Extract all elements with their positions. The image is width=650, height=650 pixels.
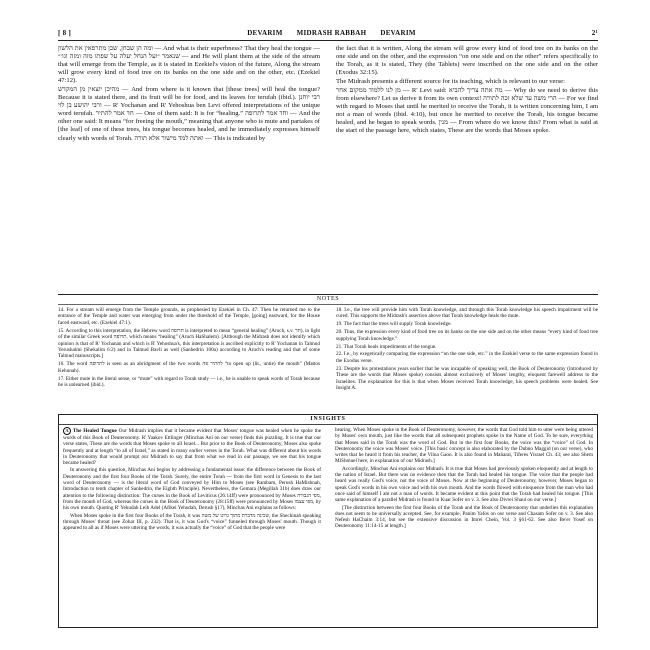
- note-item: 19. The fact that the trees will supply Torah knowledge.: [336, 321, 452, 328]
- insight-paragraph: In answering this question, Minchas Ani begins by addressing a fundamental issue: the difference between the Book of Deuteronomy and the first four Books of the Torah. Surely, the entire Torah — from the first word in Genesis to the last word of Deuteronomy — is the literal word of God conveyed by Him to Moses (see Rambam, Perush HaMishnah, Introduction to tenth chapter of Sanhedrin, the Eighth Principle). Nevertheless, the Gemara (Megillah 31b) does draw our attention to the following distinction: The curses in the Book of Leviticus (26:14ff) were pronounced by Moses מפי הגבורה, from the mouth of God, whereas the curses in the Book of Deuteronomy (28:15ff) were pronounced by Moses מפי עצמו, by his own mouth. Quoting R' Yehudah Leib Adel (Afikei Yehudah, Derush §17), Minchas Ani explains as follows:: [63, 467, 321, 512]
- midrash-text: [58, 45, 598, 292]
- left-page-number: [ 8 ]: [58, 29, 72, 37]
- insight-paragraph: When Moses spoke in the first four Books of the Torah, it was שכינה מדברת מתוך גרונו של משה, the Shechinah speaking through Moses' throat (see Zohar III, p. 232). That is, it was God's “voice” funneled through Moses' mouth. Though it appeared to all as if Moses were uttering the words, it was actually the “voice” of God that the people were: [63, 512, 321, 532]
- running-title: [247, 29, 416, 37]
- main-left-paragraph: ומה הן שבחן, שכן מתרפאין את הלשון — And what is their superbness? That they heal the tongue — שנאמר ״ועל הנחל יעלה על שפתו מזה ומזה וגו׳״ — and He will plant them at the side of the stream that will emerge from the Temple, as it is stated in Ezekiel's vision of the future, Along the stream will grow every kind of food tree on its banks on the one side and on the other, etc. (Ezekiel 47:12).: [58, 45, 320, 85]
- insights-right-column: [335, 427, 593, 627]
- running-title-part-1: DEVARIM: [247, 29, 283, 37]
- main-left-paragraph: מהיכן יוצאין מן המקדש — And from where is it known that [these trees] will heal the tongue? Because it is stated there, and its fruit will be for food, and its leaves for terufah (ibid.). רבי יוחנן ורבי יהושע בן לוי — R' Yochanan and R' Yehoshua ben Levi offered interpretations of the unique word terufah. חד אמר להתיר — One of them said: It is for “healing.” וחד אמר לתרופה — And the other one said: It means “for freeing the mouth,” meaning that anyone who is mute and partakes of [the leaf] of one of these trees, his tongue becomes healed, and he immediately expresses himself clearly with words of Torah. ואתה למד מישור אלא תורה — This is indicated by: [58, 86, 321, 142]
- note-item: 21. That Torah heals impediments of the tongue.: [336, 343, 437, 350]
- right-page-number: 2¹: [591, 29, 598, 37]
- note-item: 22. I.e., by exegetically comparing the expression “on the one side, etc.” in the Ezekiel verse to the same expression found in the Exodus verse.: [336, 351, 598, 364]
- insights-left-column: [63, 427, 321, 627]
- main-left-column: [58, 45, 320, 292]
- insight-badge: A: [63, 427, 71, 435]
- insights-heading: INSIGHTS: [59, 415, 597, 425]
- running-header: [58, 28, 598, 41]
- main-right-paragraph: the fact that it is written, Along the stream will grow every kind of food tree on its banks on the one side and on the other, and the expression “on one side and on the other” refers specifically to the Torah, as it is stated, They (the Tablets) were inscribed on the one side and on the other (Exodus 32:15).: [336, 45, 598, 77]
- note-item: 16. The word לתרופה is seen as an abridgment of the two words להתיר פה “to open up (lit., untie) the mouth” (Mattos Kehunah).: [58, 361, 321, 374]
- note-item: 15. According to this interpretation, the Hebrew word תרופה is interpreted to mean “general healing” (Aruch, s.v. תר), in light of the similar Greek word תרופה, which means “healing” (Aruch HaShalem). [Although the Midrash does not identify which opinion is that of R' Yochanan and which is R' Yehoshua's, this interpretation is ascribed explicitly to R' Yochanan in Talmud Yerushalmi (Shekalim 6:2) and in Talmud Bavli as well (Sanhedrin 100a) according to Aruch's reading and that of some Talmud manuscripts.]: [58, 327, 321, 360]
- insights-body: [59, 425, 597, 627]
- note-item: 18. I.e., the tree will provide him with Torah knowledge, and through this Torah knowledge his speech impairment will be cured. This supports the Midrash's assertion above that Torah knowledge heals the mute.: [336, 307, 598, 320]
- note-item: 17. Either mute in the literal sense, or “mute” with regard to Torah study — i.e., he is unable to speak words of Torah because he is unlearned (ibid.).: [58, 375, 320, 388]
- running-title-part-2: MIDRASH RABBAH: [296, 29, 367, 37]
- insight-text: Our Midrash implies that it became evident that Moses' tongue was healed when he spoke the words of this Book of Deuteronomy. R' Yaakov Ettlinger (Minchas Ani on our verse) finds this puzzling. It is true that our verse states, These are the words that Moses spoke to all Israel... But prior to the Book of Deuteronomy, Moses also spoke frequently and at length “to all of Israel,” as stated in many earlier verses in the Torah. What was different about his words in Deuteronomy that would prompt our Midrash to say that from what we read in our passage, we see that his tongue became healed?: [63, 428, 321, 467]
- insight-paragraph: hearing. When Moses spoke in the Book of Deuteronomy, however, the words that God told him to utter were being uttered by Moses' own mouth, just like the words that all subsequent prophets spoke in the Name of God. To be sure, everything that Moses said in the Torah was the word of God. But in the first four Books, the voice was the “voice” of God. In Deuteronomy the voice was Moses' voice. [This basic concept is also elaborated by the Dubno Maggid (on our verse), who writes that he heard it from his teacher, the Vilna Gaon. It is also found in Maharal, Tiferes Yisrael Ch. 43; see also Shem MiShmuel here, in explanation of our Midrash.]: [335, 427, 593, 465]
- insight-paragraph: [63, 427, 321, 466]
- notes-left-column: [58, 307, 320, 408]
- notes-right-column: [336, 307, 598, 408]
- note-item: 20. Thus, the expression every kind of food tree on its banks on the one side and on the other means “every kind of food tree supplying Torah knowledge.”: [336, 329, 598, 342]
- note-item: 14. For a stream will emerge from the Temple grounds, as prophesied by Ezekiel in Ch. 47: Then he returned me to the entrance of the Temple and water was emerging from under the threshold of the Temple, [going] eastward, for the House faced eastward, etc. (Ezekiel 47:1).: [58, 307, 320, 326]
- main-right-paragraph: מן לנו ללמוד ממקום אחר — R' Levi said: מה אתה צריך להביא — Why do we need to derive this from elsewhere? Let us derive it from its own context! הרי משה עד שלא זכה לתורה — For we find with regard to Moses that until he merited to receive the Torah, it is written concerning him, I am not a man of words (ibid. 4:10), but once he merited to receive the Torah, his tongue became healed, and he began to speak words. מנין — From where do we know this? From what is said at the start of the passage here, which states, These are the words that Moses spoke.: [336, 87, 598, 135]
- insight-heading: The Healed Tongue: [72, 428, 117, 435]
- main-right-paragraph: The Midrash presents a different source for its teaching, which is relevant to our verse:: [336, 78, 565, 86]
- running-title-part-3: DEVARIM: [380, 29, 416, 37]
- notes-section: [58, 307, 598, 408]
- insights-box: [58, 414, 598, 628]
- insight-paragraph: [The distinction between the first four Books of the Torah and the Book of Deuteronomy that underlies this explanation does not seem to be universally accepted. See, for example, Panim Yafos on our verse and Chasam Sofer on v. 3. See also Nefesh HaChaim 3:14, but see the extensive discussion in Imrei Chein, Vol. 3 §61-62. See also Be'er Yosef on Deuteronomy 11:14-15 at length.]: [335, 504, 593, 530]
- book-page: [58, 28, 598, 624]
- main-right-column: [336, 45, 598, 292]
- notes-heading: NOTES: [58, 294, 598, 305]
- note-item: 23. Despite his protestations years earlier that he was incapable of speaking well, the Book of Deuteronomy (introduced by These are the words that Moses spoke) consists almost exclusively of Moses' lengthy, eloquent farewell address to the Israelites. The explanation for this is that when Moses received Torah knowledge, his speech problems were healed. See Insight A.: [336, 365, 598, 391]
- insight-paragraph: Accordingly, Minchas Ani explains our Midrash. It is true that Moses had previously spoken eloquently and at length to the nation of Israel. But there was no evidence then that the Torah had healed his tongue. The voice that the people had heard was really God's voice, not the voice of Moses. Now at the beginning of Deuteronomy, however, Moses began to speak God's words in his own voice and with his own mouth. And the words flowed with eloquence from the man who had once said of himself I am not a man of words. It became evident at this point that the Torah had healed his tongue. [This same explanation of a parallel Midrash is found in Kuar Sofer on v. 3. See also Divrei Shaul on our verse.]: [335, 465, 593, 504]
